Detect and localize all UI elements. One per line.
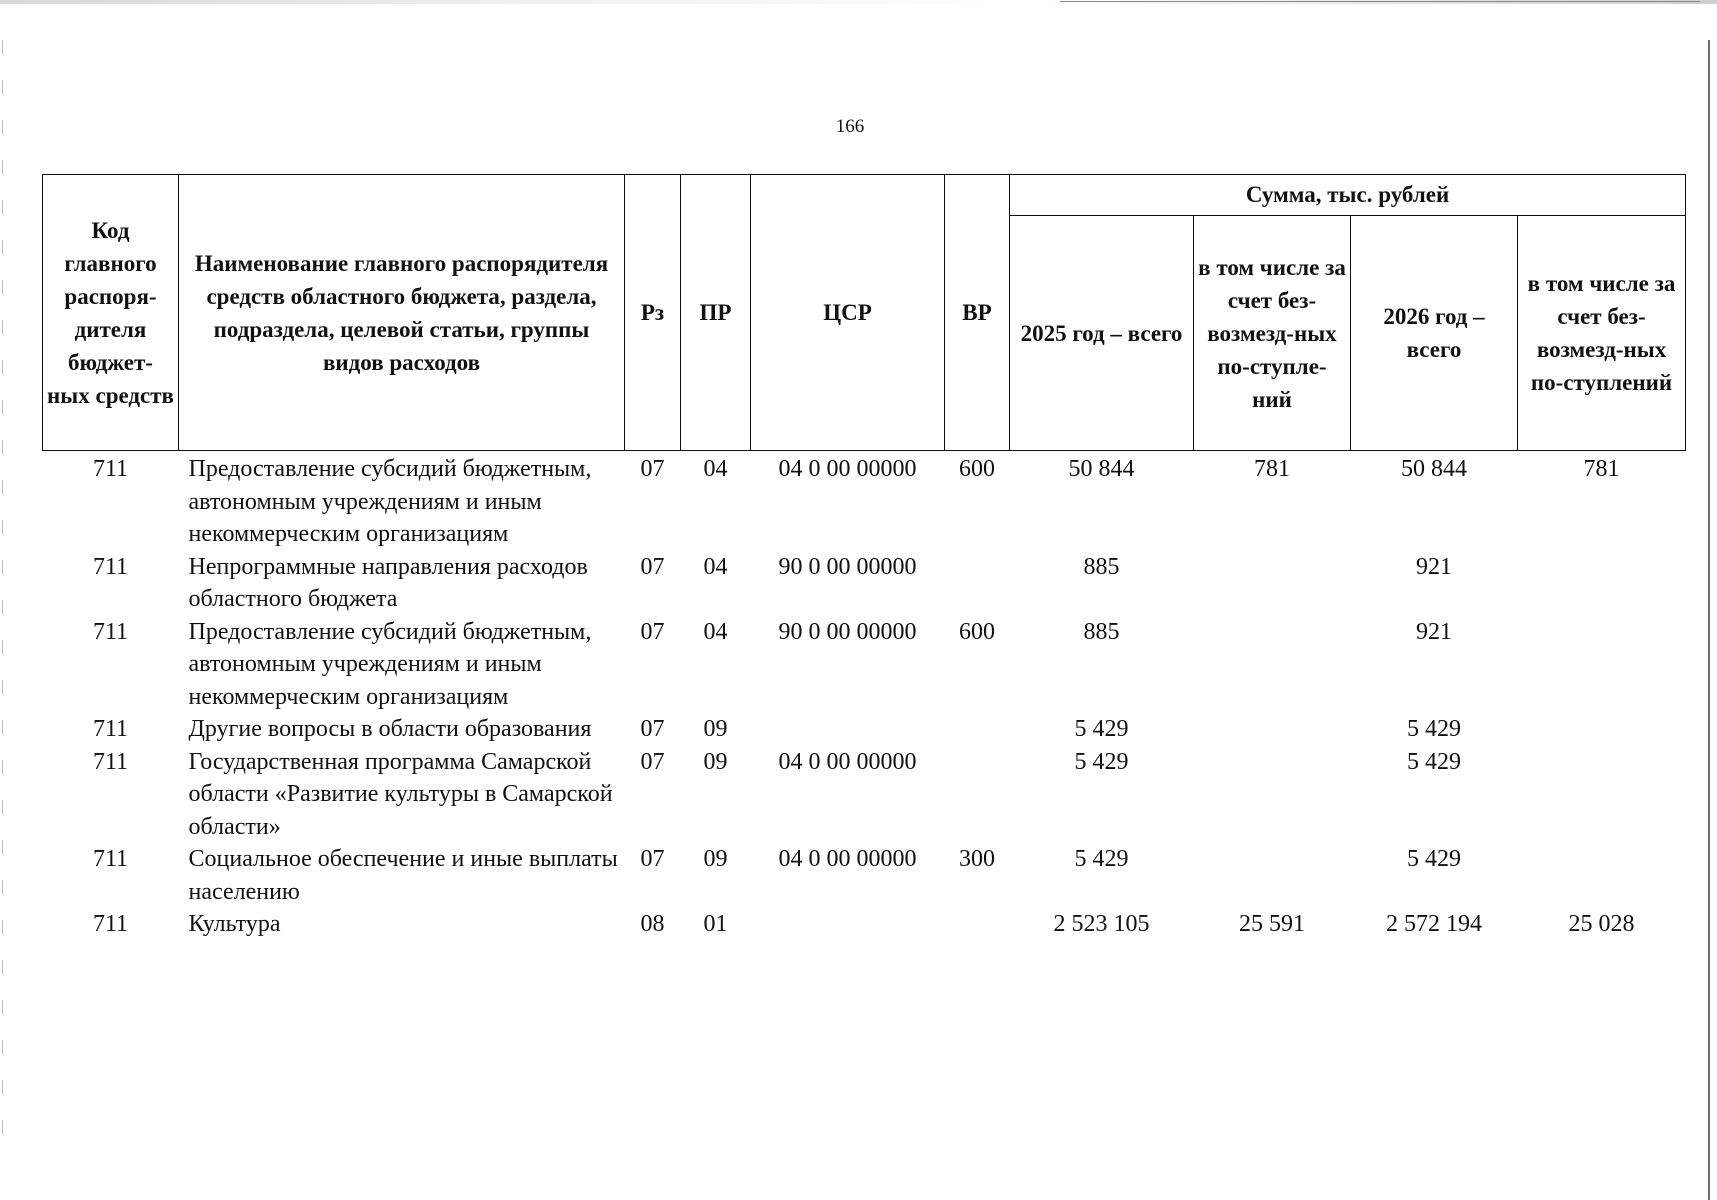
table-row bbox=[43, 843, 1686, 908]
cell-2025-grants: 25 591 bbox=[1239, 911, 1305, 937]
cell-2025-total: 5 429 bbox=[1074, 846, 1129, 872]
cell-2025-total: 5 429 bbox=[1074, 748, 1129, 775]
cell-code: 711 bbox=[92, 553, 129, 580]
cell-2026-grants bbox=[1518, 746, 1686, 844]
cell-vr bbox=[945, 551, 1010, 616]
cell-2025-grants bbox=[1194, 713, 1351, 746]
cell-name: Предоставление субсидий бюджетным, автономным учреждениям и иным некоммерческим организациям bbox=[188, 456, 592, 547]
cell-2026-total: 5 429 bbox=[1407, 716, 1461, 742]
cell-2026-grants bbox=[1518, 551, 1686, 616]
cell-code: 711 bbox=[92, 846, 129, 872]
cell-2026-grants bbox=[1518, 713, 1686, 746]
cell-2025-grants bbox=[1194, 746, 1351, 844]
header-name: Наименование главного распорядителя средств областного бюджета, раздела, подраздела, целевой статьи, группы видов расходов bbox=[179, 175, 625, 451]
cell-vr: 600 bbox=[959, 618, 995, 645]
table-header bbox=[43, 175, 1686, 451]
header-vr: ВР bbox=[945, 175, 1010, 451]
cell-pr: 09 bbox=[703, 748, 728, 775]
cell-name: Предоставление субсидий бюджетным, автономным учреждениям и иным некоммерческим организациям bbox=[188, 618, 592, 710]
cell-rz: 07 bbox=[640, 846, 665, 872]
cell-code: 711 bbox=[92, 748, 129, 775]
cell-2026-total: 5 429 bbox=[1407, 846, 1461, 872]
cell-pr: 04 bbox=[703, 456, 728, 482]
cell-vr bbox=[945, 908, 1010, 941]
scan-left-edge bbox=[2, 40, 3, 1140]
cell-vr bbox=[945, 746, 1010, 844]
cell-2026-total: 2 572 194 bbox=[1386, 911, 1482, 937]
cell-pr: 04 bbox=[703, 618, 728, 645]
cell-name: Культура bbox=[188, 911, 281, 937]
cell-rz: 07 bbox=[640, 553, 665, 580]
cell-2025-grants bbox=[1194, 551, 1351, 616]
cell-rz: 07 bbox=[640, 456, 665, 482]
cell-pr: 04 bbox=[703, 553, 728, 580]
page-number: 166 bbox=[835, 116, 865, 137]
table-row bbox=[43, 713, 1686, 746]
cell-vr: 300 bbox=[959, 846, 995, 872]
cell-2026-total: 50 844 bbox=[1401, 456, 1467, 482]
cell-vr: 600 bbox=[959, 456, 995, 482]
cell-name: Другие вопросы в области образования bbox=[188, 716, 592, 742]
header-2025-total: 2025 год – всего bbox=[1010, 216, 1194, 451]
cell-2026-total: 921 bbox=[1416, 618, 1452, 645]
header-sum-group: Сумма, тыс. рублей bbox=[1010, 175, 1686, 216]
scan-right-edge bbox=[1708, 40, 1710, 1200]
cell-2025-total: 885 bbox=[1083, 618, 1120, 645]
cell-rz: 07 bbox=[640, 618, 665, 645]
cell-pr: 09 bbox=[703, 846, 728, 872]
cell-name: Непрограммные направления расходов областного бюджета bbox=[188, 553, 588, 612]
cell-2026-total: 5 429 bbox=[1407, 748, 1461, 775]
cell-2025-total: 5 429 bbox=[1074, 716, 1129, 742]
cell-code: 711 bbox=[92, 456, 129, 482]
cell-csr: 04 0 00 00000 bbox=[778, 846, 917, 872]
cell-code: 711 bbox=[92, 716, 129, 742]
scan-top-rule bbox=[1060, 1, 1700, 2]
cell-code: 711 bbox=[92, 618, 129, 645]
table-row bbox=[43, 616, 1686, 714]
cell-name: Социальное обеспечение и иные выплаты населению bbox=[188, 846, 618, 905]
budget-table bbox=[42, 174, 1686, 941]
table-row bbox=[43, 908, 1686, 941]
cell-csr bbox=[751, 713, 945, 746]
cell-csr bbox=[751, 908, 945, 941]
cell-2026-grants bbox=[1518, 843, 1686, 908]
cell-csr: 90 0 00 00000 bbox=[778, 618, 917, 645]
header-2026-grants: в том числе за счет без-возмезд-ных по-ступлений bbox=[1518, 216, 1686, 451]
cell-pr: 09 bbox=[703, 716, 728, 742]
cell-2026-grants: 25 028 bbox=[1568, 911, 1635, 937]
cell-2026-total: 921 bbox=[1416, 553, 1452, 580]
header-rz: Рз bbox=[625, 175, 681, 451]
cell-pr: 01 bbox=[703, 911, 728, 937]
header-csr: ЦСР bbox=[751, 175, 945, 451]
table-row bbox=[43, 451, 1686, 551]
cell-name: Государственная программа Самарской области «Развитие культуры в Самарской области» bbox=[188, 748, 613, 840]
table-row bbox=[43, 551, 1686, 616]
cell-2026-grants bbox=[1518, 616, 1686, 714]
cell-2025-grants bbox=[1194, 843, 1351, 908]
cell-2025-total: 2 523 105 bbox=[1053, 911, 1150, 937]
table-row bbox=[43, 746, 1686, 844]
cell-code: 711 bbox=[92, 911, 129, 937]
cell-2025-total: 885 bbox=[1083, 553, 1120, 580]
cell-rz: 07 bbox=[640, 748, 665, 775]
table-body bbox=[43, 451, 1686, 941]
header-code: Код главного распоря-дителя бюджет-ных средств bbox=[43, 175, 179, 451]
header-pr: ПР bbox=[681, 175, 751, 451]
cell-csr: 90 0 00 00000 bbox=[778, 553, 917, 580]
cell-2025-grants: 781 bbox=[1254, 456, 1290, 482]
cell-csr: 04 0 00 00000 bbox=[778, 456, 917, 482]
header-2026-total: 2026 год – всего bbox=[1351, 216, 1518, 451]
cell-csr: 04 0 00 00000 bbox=[778, 748, 917, 775]
cell-2025-total: 50 844 bbox=[1068, 456, 1135, 482]
cell-rz: 08 bbox=[640, 911, 665, 937]
cell-vr bbox=[945, 713, 1010, 746]
cell-2026-grants: 781 bbox=[1583, 456, 1620, 482]
header-2025-grants: в том числе за счет без-возмезд-ных по-ступле-ний bbox=[1194, 216, 1351, 451]
cell-rz: 07 bbox=[640, 716, 665, 742]
cell-2025-grants bbox=[1194, 616, 1351, 714]
